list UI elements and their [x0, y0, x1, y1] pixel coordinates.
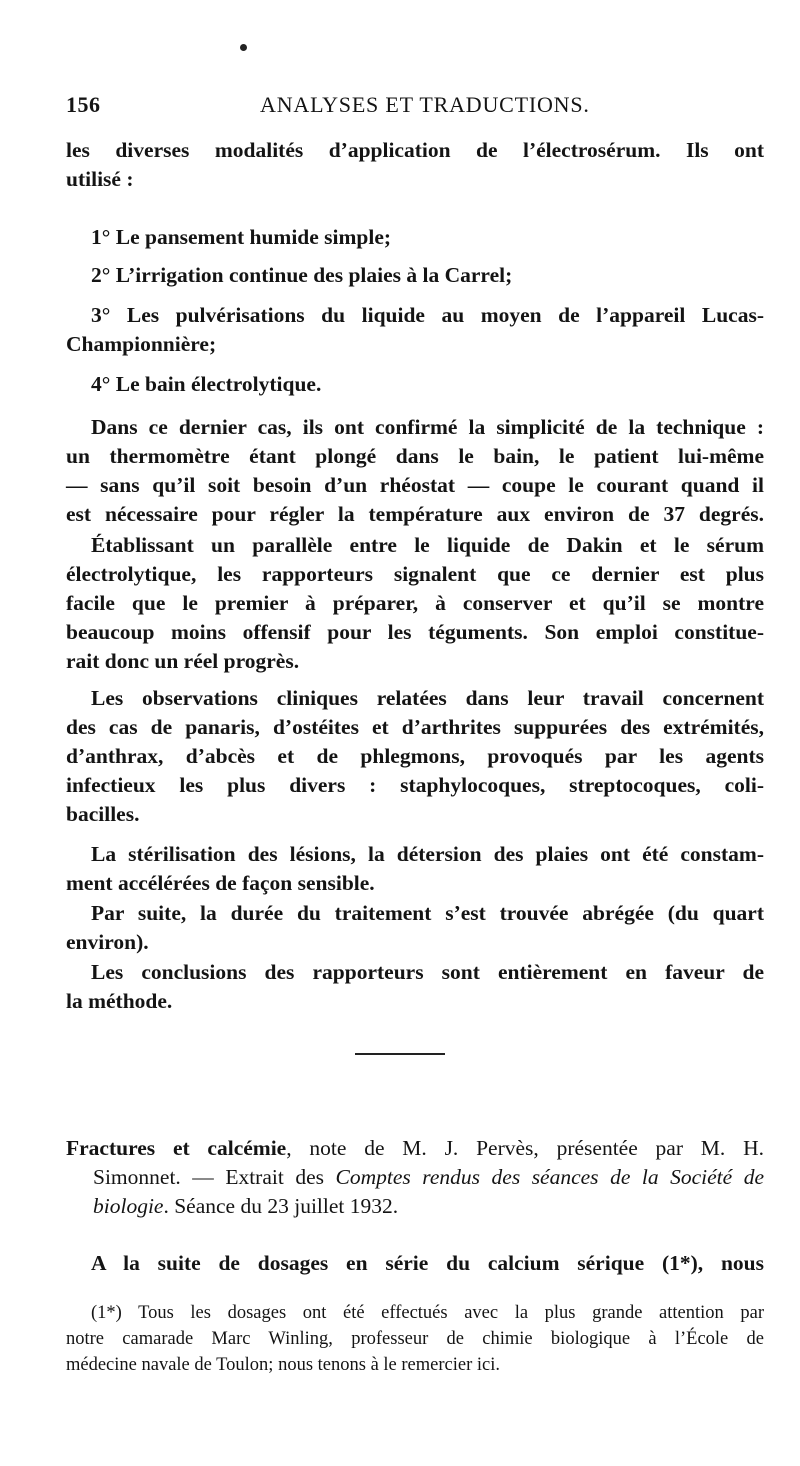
text-line: utilisé : — [66, 167, 134, 191]
list-item-line: 1° Le pansement humide simple; — [91, 225, 392, 249]
text-line: un thermomètre étant plongé dans le bain, le patient lui-même — [66, 444, 764, 468]
list-item-1 — [66, 223, 764, 252]
footnote — [66, 1300, 764, 1378]
text-line: Établissant un parallèle entre le liquide de Dakin et le sérum — [91, 533, 764, 557]
paragraph-2 — [66, 531, 764, 676]
paragraph-3 — [66, 684, 764, 829]
footnote-line: médecine navale de Toulon; nous tenons à le remercier ici. — [66, 1355, 500, 1375]
text-line: électrolytique, les rapporteurs signalent que ce dernier est plus — [66, 562, 764, 586]
page-number: 156 — [66, 92, 101, 117]
article-line-2 — [66, 1163, 764, 1192]
text-line: environ). — [66, 930, 149, 954]
paragraph-4 — [66, 840, 764, 898]
text-line: — sans qu’il soit besoin d’un rhéostat — coupe le courant quand il — [66, 473, 764, 497]
text-line: beaucoup moins offensif pour les téguments. Son emploi constitue- — [66, 620, 764, 644]
paragraph-5 — [66, 899, 764, 957]
footnote-line: notre camarade Marc Winling, professeur de chimie biologique à l’École de — [66, 1329, 764, 1349]
text-line: la méthode. — [66, 989, 173, 1013]
text-line: facile que le premier à préparer, à conserver et qu’il se montre — [66, 591, 764, 615]
footnote-line: (1*) Tous les dosages ont été effectués avec la plus grande attention par — [91, 1303, 764, 1323]
article-source-prefix: Simonnet. — Extrait des — [93, 1165, 336, 1189]
list-item-4 — [66, 370, 764, 399]
list-item-line: Championnière; — [66, 332, 217, 356]
running-title: ANALYSES ET TRADUCTIONS. — [260, 92, 590, 117]
intro-block — [66, 136, 764, 194]
journal-title: Comptes rendus des séances de la Société de — [335, 1165, 764, 1189]
article-note: , note de M. J. Pervès, présentée par M. H. — [286, 1136, 764, 1160]
list-item-2 — [66, 261, 764, 290]
list-item-line: 3° Les pulvérisations du liquide au moyen de l’appareil Lucas- — [91, 303, 764, 327]
article-body — [66, 1249, 764, 1278]
text-line: infectieux les plus divers : staphylocoques, streptocoques, coli- — [66, 773, 764, 797]
list-item-line: 2° L’irrigation continue des plaies à la Carrel; — [91, 263, 513, 287]
journal-title-cont: biologie — [93, 1194, 164, 1218]
text-line: La stérilisation des lésions, la détersion des plaies ont été constam- — [91, 842, 764, 866]
paragraph-6 — [66, 958, 764, 1016]
text-line: des cas de panaris, d’ostéites et d’arthrites suppurées des extrémités, — [66, 715, 764, 739]
article-entry — [66, 1134, 764, 1221]
text-line: est nécessaire pour régler la température aux environ de 37 degrés. — [66, 502, 764, 526]
article-line-1 — [66, 1134, 764, 1163]
text-line: rait donc un réel progrès. — [66, 649, 300, 673]
section-divider — [355, 1053, 445, 1055]
paragraph-1 — [66, 413, 764, 529]
list-item-3 — [66, 301, 764, 359]
list-item-line: 4° Le bain électrolytique. — [91, 372, 322, 396]
text-line: Par suite, la durée du traitement s’est trouvée abrégée (du quart — [91, 901, 764, 925]
text-line: ment accélérées de façon sensible. — [66, 871, 375, 895]
text-line: Les conclusions des rapporteurs sont entièrement en faveur de — [91, 960, 764, 984]
article-title: Fractures et calcémie — [66, 1136, 287, 1160]
text-line: d’anthrax, d’abcès et de phlegmons, provoqués par les agents — [66, 744, 764, 768]
ink-dot — [240, 44, 247, 51]
text-line: A la suite de dosages en série du calcium sérique (1*), nous — [91, 1251, 764, 1275]
article-line-3 — [66, 1192, 764, 1221]
text-line: Les observations cliniques relatées dans leur travail concernent — [91, 686, 764, 710]
session-date: . Séance du 23 juillet 1932. — [163, 1194, 399, 1218]
text-line: bacilles. — [66, 802, 140, 826]
text-line: les diverses modalités d’application de l’électrosérum. Ils ont — [66, 138, 764, 162]
text-line: Dans ce dernier cas, ils ont confirmé la simplicité de la technique : — [91, 415, 764, 439]
